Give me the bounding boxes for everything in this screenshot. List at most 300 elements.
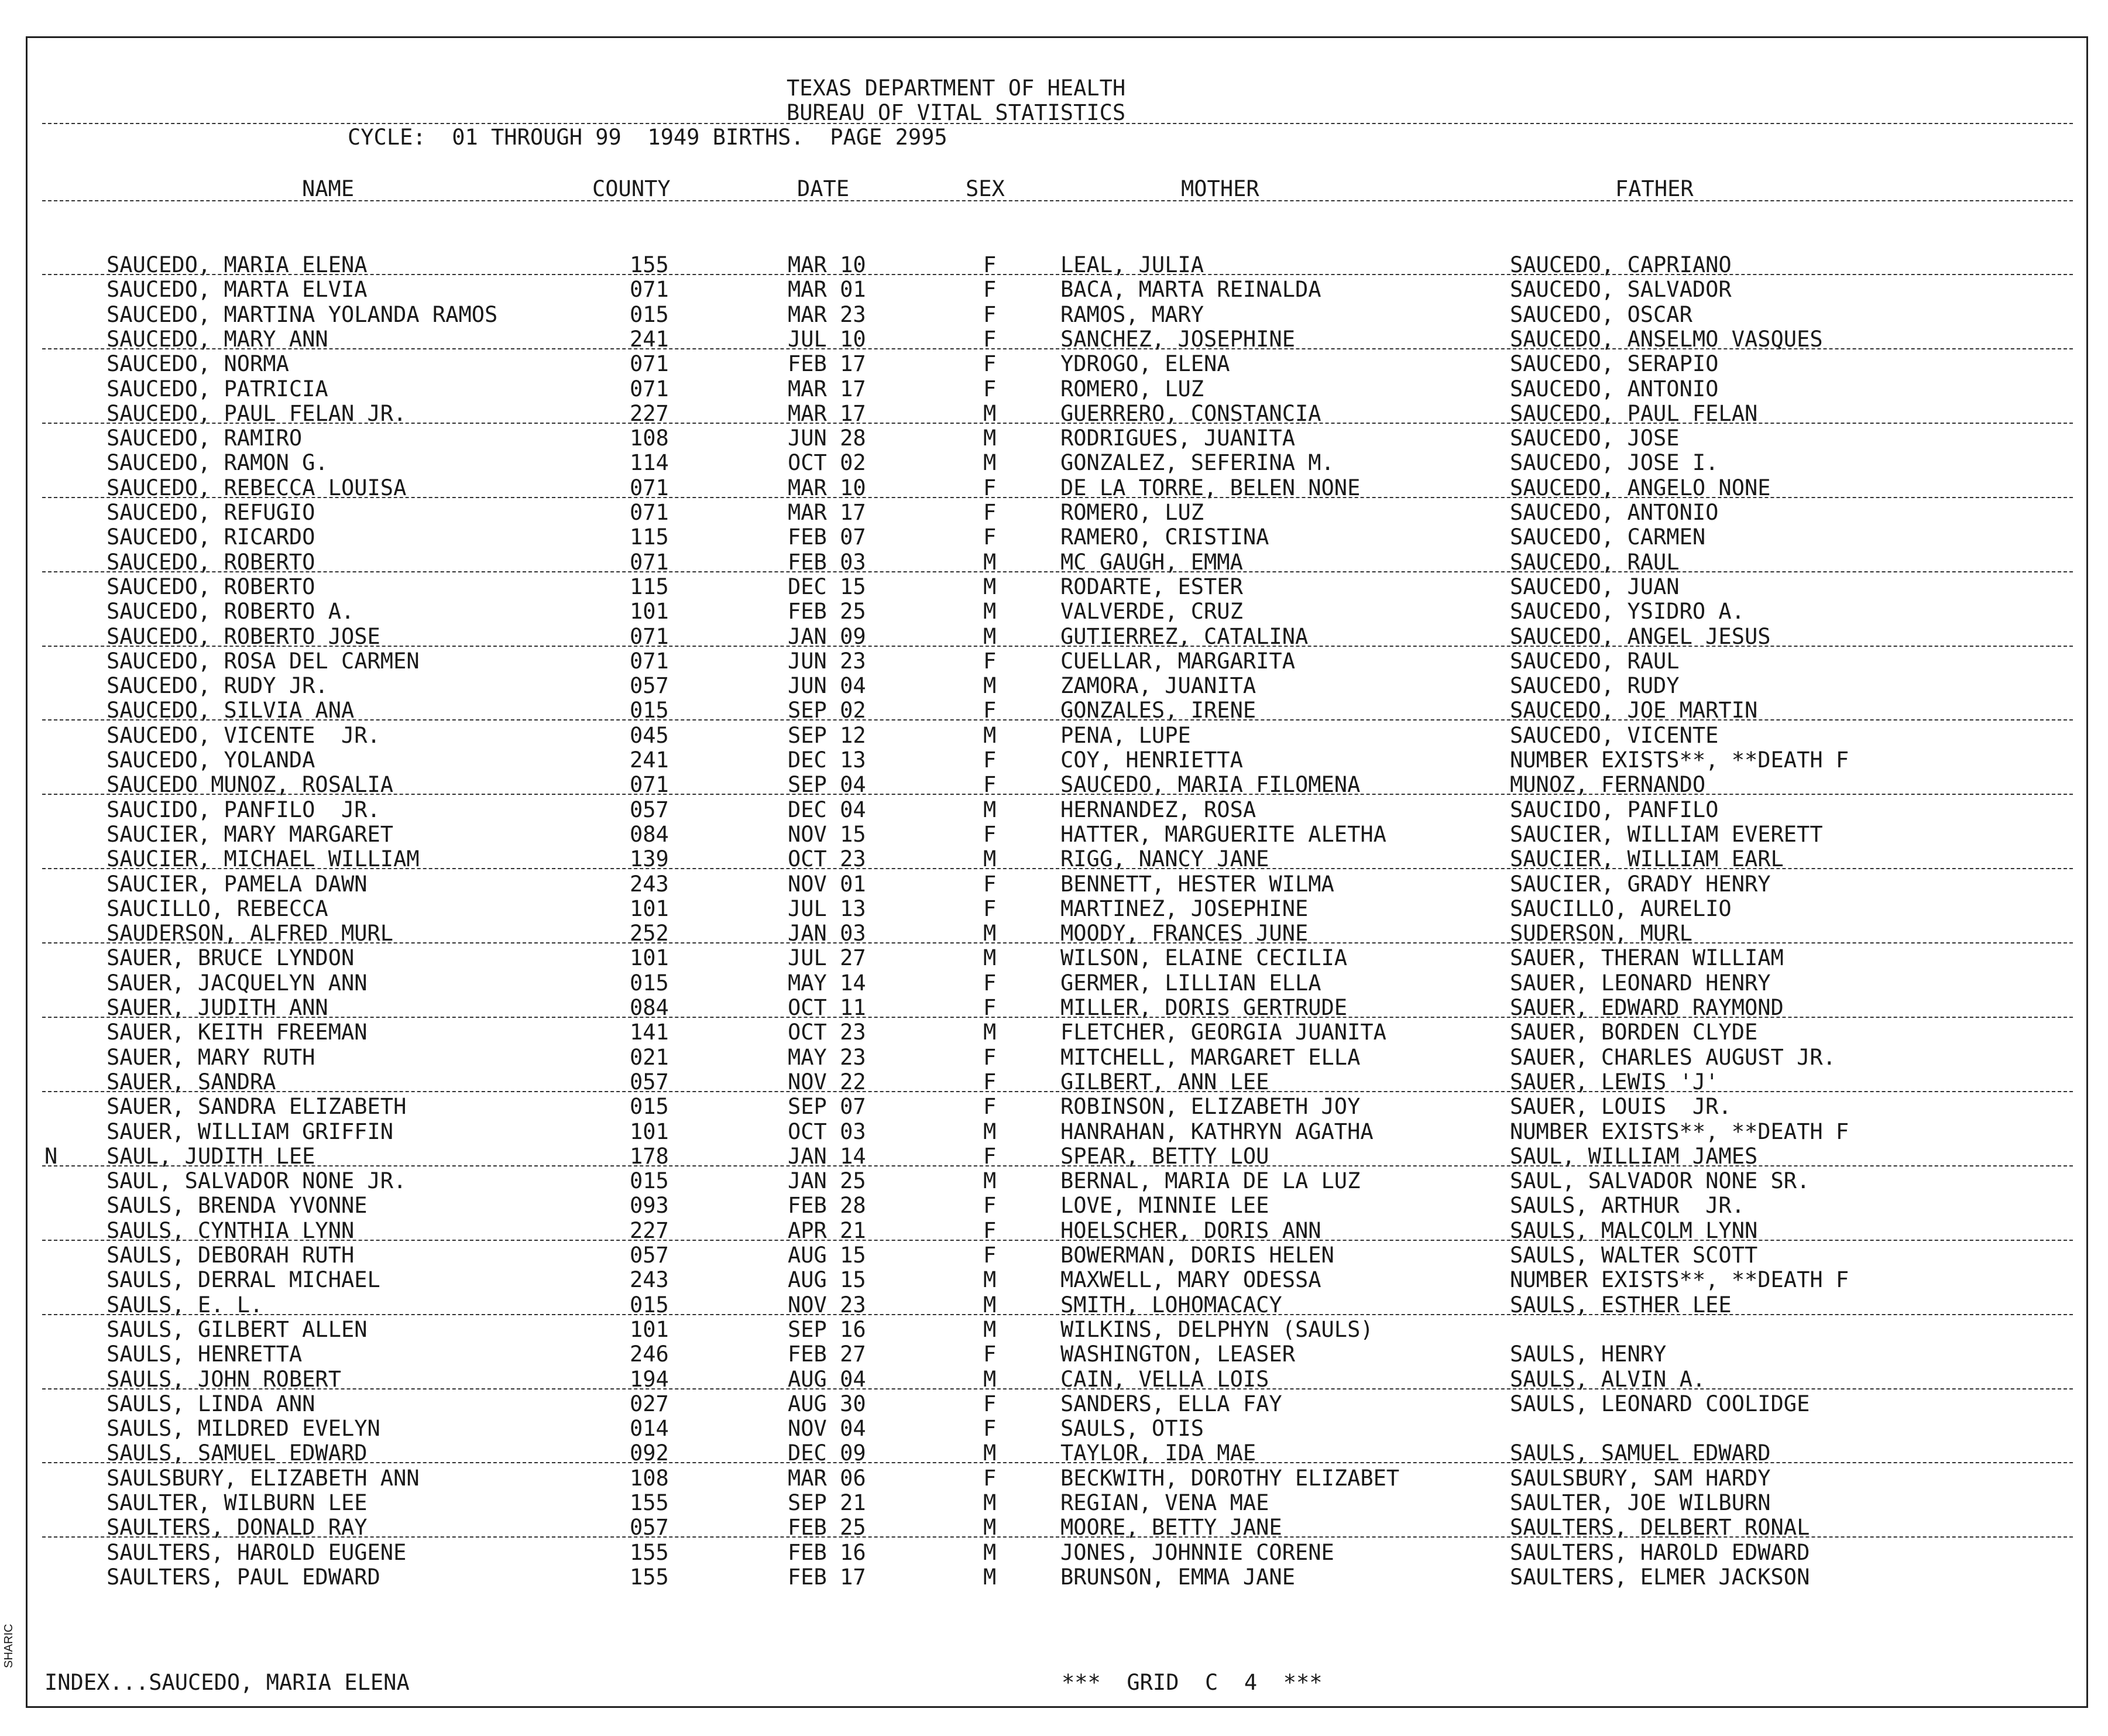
cell-county: 178 [630,1144,669,1169]
cell-mother: RODARTE, ESTER [1060,574,1243,599]
row-rule [42,1240,2073,1241]
cell-father: NUMBER EXISTS**, **DEATH F [1510,1267,1849,1292]
cell-father: SAUCEDO, SERAPIO [1510,351,1719,376]
row-rule [42,1314,2073,1315]
cell-date: JUL 10 [788,327,866,352]
cell-name: SAULTERS, HAROLD EUGENE [107,1540,407,1565]
cell-county: 093 [630,1193,669,1218]
cell-mother: MARTINEZ, JOSEPHINE [1060,896,1309,921]
cell-name: SAULS, LINDA ANN [107,1391,315,1416]
cell-sex: F [983,1045,997,1070]
cell-sex: F [983,872,997,897]
cell-name: SAULS, DEBORAH RUTH [107,1243,355,1268]
cell-date: OCT 02 [788,450,866,475]
cell-county: 045 [630,723,669,748]
cell-date: MAR 17 [788,376,866,402]
cell-father: SAUER, BORDEN CLYDE [1510,1020,1758,1045]
cell-sex: M [983,673,997,698]
cell-father: SAUER, THERAN WILLIAM [1510,945,1784,970]
cell-mother: WASHINGTON, LEASER [1060,1342,1295,1367]
cell-sex: M [983,1168,997,1193]
cell-date: NOV 15 [788,822,866,847]
cell-father: SAULTERS, DELBERT RONAL [1510,1515,1810,1540]
cell-date: SEP 12 [788,723,866,748]
cell-date: AUG 04 [788,1367,866,1392]
cell-father: SAULTER, JOE WILBURN [1510,1490,1771,1515]
row-rule [42,1462,2073,1463]
cell-date: MAR 23 [788,302,866,327]
cell-sex: F [983,1342,997,1367]
cell-county: 101 [630,896,669,921]
side-label: SHARIC [2,1624,15,1668]
cell-date: MAR 06 [788,1466,866,1491]
cell-name: SAUDERSON, ALFRED MURL [107,921,394,946]
cell-father: SAUCEDO, ANTONIO [1510,376,1719,402]
cell-name: SAULS, JOHN ROBERT [107,1367,341,1392]
cell-county: 241 [630,747,669,773]
cell-sex: F [983,896,997,921]
cell-sex: M [983,723,997,748]
row-rule [42,1165,2073,1167]
cell-sex: M [983,624,997,649]
cell-name: SAUCEDO, VICENTE JR. [107,723,380,748]
cell-father: SAULTERS, ELMER JACKSON [1510,1565,1810,1590]
cell-name: SAUER, WILLIAM GRIFFIN [107,1119,394,1144]
cell-flag: N [44,1144,58,1169]
cell-name: SAUCIDO, PANFILO JR. [107,797,380,822]
cell-mother: SPEAR, BETTY LOU [1060,1144,1269,1169]
cell-mother: BERNAL, MARIA DE LA LUZ [1060,1168,1361,1193]
cell-name: SAUCEDO, MARTA ELVIA [107,277,368,302]
cell-name: SAUCEDO, ROBERTO JOSE [107,624,380,649]
cell-date: NOV 04 [788,1416,866,1441]
cell-date: MAR 17 [788,500,866,525]
cell-name: SAUER, SANDRA ELIZABETH [107,1094,407,1119]
cell-mother: BACA, MARTA REINALDA [1060,277,1321,302]
cell-father: SAUCEDO, ANGEL JESUS [1510,624,1771,649]
cell-name: SAUCEDO, PAUL FELAN JR. [107,401,407,426]
cell-father: SAUCEDO, JOE MARTIN [1510,698,1758,723]
cell-date: OCT 03 [788,1119,866,1144]
cell-county: 057 [630,1515,669,1540]
cell-mother: COY, HENRIETTA [1060,747,1243,773]
cell-sex: F [983,1094,997,1119]
cell-county: 071 [630,376,669,402]
cell-county: 155 [630,252,669,277]
cell-mother: BOWERMAN, DORIS HELEN [1060,1243,1334,1268]
cell-name: SAUCEDO MUNOZ, ROSALIA [107,772,394,797]
cell-date: MAR 01 [788,277,866,302]
cell-sex: M [983,450,997,475]
cell-sex: F [983,995,997,1020]
cell-county: 014 [630,1416,669,1441]
cell-mother: GONZALEZ, SEFERINA M. [1060,450,1334,475]
cell-county: 057 [630,1069,669,1095]
cell-date: AUG 15 [788,1243,866,1268]
cell-name: SAUCEDO, RAMIRO [107,426,303,451]
cell-county: 015 [630,698,669,723]
cell-mother: WILKINS, DELPHYN (SAULS) [1060,1317,1374,1342]
cell-county: 114 [630,450,669,475]
cell-mother: HOELSCHER, DORIS ANN [1060,1218,1321,1243]
cell-father: SAUCEDO, CARMEN [1510,524,1706,550]
cell-sex: M [983,797,997,822]
cell-name: SAULS, E. L. [107,1292,263,1318]
cell-mother: PENA, LUPE [1060,723,1191,748]
cell-name: SAUCEDO, ROBERTO [107,550,315,575]
cell-mother: SAULS, OTIS [1060,1416,1204,1441]
cell-date: MAY 23 [788,1045,866,1070]
cell-mother: WILSON, ELAINE CECILIA [1060,945,1348,970]
cell-father: SAULS, ARTHUR JR. [1510,1193,1745,1218]
col-header-name: NAME [302,176,355,201]
cell-county: 071 [630,277,669,302]
cell-county: 243 [630,1267,669,1292]
row-rule [42,942,2073,944]
cell-father: SAUCEDO, CAPRIANO [1510,252,1732,277]
cell-mother: ZAMORA, JUANITA [1060,673,1256,698]
cell-date: DEC 09 [788,1440,866,1466]
cell-sex: M [983,574,997,599]
cell-mother: LOVE, MINNIE LEE [1060,1193,1269,1218]
cell-sex: F [983,1218,997,1243]
cycle-line: CYCLE: 01 THROUGH 99 1949 BIRTHS. PAGE 2995 [348,125,947,150]
cell-date: DEC 15 [788,574,866,599]
cell-name: SAUCEDO, MARY ANN [107,327,328,352]
cell-name: SAULSBURY, ELIZABETH ANN [107,1466,420,1491]
cell-mother: BENNETT, HESTER WILMA [1060,872,1334,897]
cell-county: 084 [630,995,669,1020]
cell-county: 194 [630,1367,669,1392]
cell-mother: FLETCHER, GEORGIA JUANITA [1060,1020,1386,1045]
cell-name: SAUL, SALVADOR NONE JR. [107,1168,407,1193]
cell-mother: ROBINSON, ELIZABETH JOY [1060,1094,1361,1119]
cell-mother: HERNANDEZ, ROSA [1060,797,1256,822]
cell-name: SAUER, BRUCE LYNDON [107,945,355,970]
cell-date: SEP 04 [788,772,866,797]
cell-father: SAULS, ALVIN A. [1510,1367,1706,1392]
cell-name: SAUCEDO, RUDY JR. [107,673,328,698]
cell-father: SAULS, MALCOLM LYNN [1510,1218,1758,1243]
row-rule [42,1388,2073,1390]
row-rule [42,571,2073,572]
cell-county: 115 [630,524,669,550]
cell-date: FEB 07 [788,524,866,550]
cell-name: SAUCEDO, MARIA ELENA [107,252,368,277]
cell-date: NOV 01 [788,872,866,897]
header-rule [42,123,2073,124]
cell-mother: MAXWELL, MARY ODESSA [1060,1267,1321,1292]
cell-sex: F [983,252,997,277]
cell-father: SAUCIER, WILLIAM EARL [1510,846,1784,872]
cell-mother: RODRIGUES, JUANITA [1060,426,1295,451]
cell-sex: M [983,1440,997,1466]
cell-county: 108 [630,1466,669,1491]
cell-mother: RIGG, NANCY JANE [1060,846,1269,872]
cell-sex: F [983,351,997,376]
cell-father: SAUL, WILLIAM JAMES [1510,1144,1758,1169]
cell-sex: M [983,1565,997,1590]
cell-sex: F [983,772,997,797]
cell-date: SEP 16 [788,1317,866,1342]
cell-father: SAUCEDO, RUDY [1510,673,1680,698]
cell-mother: CAIN, VELLA LOIS [1060,1367,1269,1392]
column-header-rule [42,200,2073,201]
cell-father: SAUCIER, GRADY HENRY [1510,872,1771,897]
cell-father: SAUCEDO, RAUL [1510,649,1680,674]
cell-sex: F [983,698,997,723]
cell-date: AUG 30 [788,1391,866,1416]
cell-sex: M [983,1292,997,1318]
cell-county: 027 [630,1391,669,1416]
cell-county: 071 [630,351,669,376]
cell-county: 227 [630,1218,669,1243]
cell-sex: F [983,475,997,500]
cell-date: SEP 21 [788,1490,866,1515]
cell-county: 057 [630,673,669,698]
cell-date: FEB 16 [788,1540,866,1565]
cell-name: SAUER, JACQUELYN ANN [107,970,368,996]
cell-mother: TAYLOR, IDA MAE [1060,1440,1256,1466]
cell-father: SAULS, SAMUEL EDWARD [1510,1440,1771,1466]
cell-county: 101 [630,599,669,624]
col-header-county: COUNTY [592,176,671,201]
cell-county: 101 [630,1119,669,1144]
cell-county: 243 [630,872,669,897]
cell-mother: MOORE, BETTY JANE [1060,1515,1282,1540]
cell-name: SAUCEDO, PATRICIA [107,376,328,402]
cell-father: SAUCEDO, ANGELO NONE [1510,475,1771,500]
cell-mother: JONES, JOHNNIE CORENE [1060,1540,1334,1565]
cell-date: NOV 23 [788,1292,866,1318]
cell-mother: YDROGO, ELENA [1060,351,1230,376]
cell-name: SAUCEDO, RICARDO [107,524,315,550]
cell-sex: F [983,1144,997,1169]
cell-name: SAULS, SAMUEL EDWARD [107,1440,368,1466]
cell-father: SAULS, HENRY [1510,1342,1667,1367]
cell-county: 071 [630,550,669,575]
row-rule [42,1091,2073,1092]
footer-grid: *** GRID C 4 *** [1062,1670,1323,1695]
cell-date: JUL 27 [788,945,866,970]
cell-mother: SANCHEZ, JOSEPHINE [1060,327,1295,352]
cell-date: JUN 28 [788,426,866,451]
cell-mother: ROMERO, LUZ [1060,500,1204,525]
cell-sex: F [983,970,997,996]
col-header-father: FATHER [1615,176,1694,201]
cell-date: JUN 23 [788,649,866,674]
cell-sex: M [983,945,997,970]
cell-father: SAUER, EDWARD RAYMOND [1510,995,1784,1020]
cell-mother: LEAL, JULIA [1060,252,1204,277]
cell-date: FEB 25 [788,599,866,624]
row-rule [42,1536,2073,1538]
cell-father: SAUCEDO, ANTONIO [1510,500,1719,525]
cell-date: FEB 28 [788,1193,866,1218]
cell-sex: M [983,846,997,872]
cell-date: JUL 13 [788,896,866,921]
cell-date: OCT 11 [788,995,866,1020]
cell-name: SAUER, JUDITH ANN [107,995,328,1020]
cell-sex: M [983,426,997,451]
cell-mother: ROMERO, LUZ [1060,376,1204,402]
cell-name: SAULS, CYNTHIA LYNN [107,1218,355,1243]
cell-sex: M [983,1119,997,1144]
header-line-1: TEXAS DEPARTMENT OF HEALTH [787,76,1126,101]
cell-date: OCT 23 [788,1020,866,1045]
row-rule [42,794,2073,795]
cell-date: DEC 13 [788,747,866,773]
cell-county: 108 [630,426,669,451]
cell-county: 252 [630,921,669,946]
cell-mother: MITCHELL, MARGARET ELLA [1060,1045,1361,1070]
row-rule [42,868,2073,869]
cell-county: 155 [630,1565,669,1590]
cell-name: SAULTER, WILBURN LEE [107,1490,368,1515]
cell-sex: F [983,302,997,327]
cell-name: SAULTERS, DONALD RAY [107,1515,368,1540]
cell-mother: GILBERT, ANN LEE [1060,1069,1269,1095]
cell-sex: M [983,401,997,426]
cell-sex: M [983,1515,997,1540]
row-rule [42,423,2073,424]
cell-date: MAR 10 [788,252,866,277]
cell-county: 101 [630,945,669,970]
cell-sex: M [983,1020,997,1045]
cell-name: SAULS, DERRAL MICHAEL [107,1267,380,1292]
cell-county: 015 [630,1168,669,1193]
cell-father: SAUCEDO, JUAN [1510,574,1680,599]
cell-father: SAUCEDO, RAUL [1510,550,1680,575]
cell-sex: F [983,1416,997,1441]
cell-father: SAUCILLO, AURELIO [1510,896,1732,921]
cell-father: NUMBER EXISTS**, **DEATH F [1510,747,1849,773]
cell-father: SAUCEDO, ANSELMO VASQUES [1510,327,1823,352]
row-rule [42,719,2073,721]
cell-mother: BRUNSON, EMMA JANE [1060,1565,1295,1590]
cell-sex: F [983,1466,997,1491]
cell-mother: VALVERDE, CRUZ [1060,599,1243,624]
cell-mother: MC GAUGH, EMMA [1060,550,1243,575]
cell-name: SAUCIER, MARY MARGARET [107,822,394,847]
cell-name: SAUCEDO, MARTINA YOLANDA RAMOS [107,302,498,327]
cell-date: JAN 25 [788,1168,866,1193]
col-header-sex: SEX [966,176,1005,201]
cell-name: SAUER, MARY RUTH [107,1045,315,1070]
cell-sex: F [983,649,997,674]
cell-father: SAUL, SALVADOR NONE SR. [1510,1168,1810,1193]
cell-county: 139 [630,846,669,872]
cell-name: SAUCEDO, ROBERTO A. [107,599,355,624]
cell-county: 071 [630,624,669,649]
cell-county: 021 [630,1045,669,1070]
cell-county: 092 [630,1440,669,1466]
cell-date: FEB 17 [788,351,866,376]
cell-father: SAUCIDO, PANFILO [1510,797,1719,822]
cell-date: MAY 14 [788,970,866,996]
cell-father: SAUCEDO, YSIDRO A. [1510,599,1745,624]
cell-sex: F [983,500,997,525]
cell-date: MAR 17 [788,401,866,426]
cell-mother: MILLER, DORIS GERTRUDE [1060,995,1348,1020]
cell-father: NUMBER EXISTS**, **DEATH F [1510,1119,1849,1144]
cell-father: SAULS, ESTHER LEE [1510,1292,1732,1318]
cell-date: FEB 25 [788,1515,866,1540]
cell-date: FEB 27 [788,1342,866,1367]
cell-father: SAULTERS, HAROLD EDWARD [1510,1540,1810,1565]
cell-county: 227 [630,401,669,426]
cell-father: SAUCIER, WILLIAM EVERETT [1510,822,1823,847]
cell-name: SAULTERS, PAUL EDWARD [107,1565,380,1590]
cell-mother: SAUCEDO, MARIA FILOMENA [1060,772,1361,797]
cell-date: MAR 10 [788,475,866,500]
cell-mother: REGIAN, VENA MAE [1060,1490,1269,1515]
cell-county: 084 [630,822,669,847]
cell-date: JUN 04 [788,673,866,698]
cell-sex: F [983,1391,997,1416]
cell-mother: BECKWITH, DOROTHY ELIZABET [1060,1466,1400,1491]
cell-name: SAULS, BRENDA YVONNE [107,1193,368,1218]
row-rule [42,348,2073,349]
cell-county: 246 [630,1342,669,1367]
cell-name: SAUER, KEITH FREEMAN [107,1020,368,1045]
cell-date: DEC 04 [788,797,866,822]
cell-date: SEP 02 [788,698,866,723]
cell-mother: RAMERO, CRISTINA [1060,524,1269,550]
cell-county: 155 [630,1540,669,1565]
cell-mother: SANDERS, ELLA FAY [1060,1391,1282,1416]
cell-mother: GUERRERO, CONSTANCIA [1060,401,1321,426]
cell-county: 071 [630,475,669,500]
cell-county: 057 [630,797,669,822]
cell-mother: RAMOS, MARY [1060,302,1204,327]
cell-name: SAUCEDO, NORMA [107,351,289,376]
col-header-mother: MOTHER [1181,176,1259,201]
cell-sex: M [983,1267,997,1292]
cell-date: NOV 22 [788,1069,866,1095]
cell-name: SAUL, JUDITH LEE [107,1144,315,1169]
cell-county: 155 [630,1490,669,1515]
cell-sex: F [983,822,997,847]
cell-name: SAUCILLO, REBECCA [107,896,328,921]
cell-mother: GUTIERREZ, CATALINA [1060,624,1309,649]
cell-name: SAUCEDO, ROSA DEL CARMEN [107,649,420,674]
cell-sex: F [983,327,997,352]
cell-father: SAUER, LEONARD HENRY [1510,970,1771,996]
cell-sex: F [983,1243,997,1268]
cell-sex: F [983,1069,997,1095]
cell-father: SAULS, LEONARD COOLIDGE [1510,1391,1810,1416]
cell-sex: M [983,599,997,624]
cell-county: 057 [630,1243,669,1268]
cell-sex: M [983,550,997,575]
cell-father: SAUCEDO, JOSE [1510,426,1680,451]
cell-father: SAUCEDO, VICENTE [1510,723,1719,748]
cell-father: SAUER, LEWIS 'J' [1510,1069,1719,1095]
cell-county: 241 [630,327,669,352]
cell-name: SAULS, MILDRED EVELYN [107,1416,380,1441]
cell-county: 141 [630,1020,669,1045]
cell-name: SAUCIER, MICHAEL WILLIAM [107,846,420,872]
cell-name: SAUCEDO, REBECCA LOUISA [107,475,407,500]
cell-county: 115 [630,574,669,599]
cell-name: SAULS, GILBERT ALLEN [107,1317,368,1342]
cell-county: 101 [630,1317,669,1342]
cell-father: SAUER, LOUIS JR. [1510,1094,1732,1119]
cell-date: AUG 15 [788,1267,866,1292]
cell-county: 071 [630,649,669,674]
cell-county: 015 [630,970,669,996]
